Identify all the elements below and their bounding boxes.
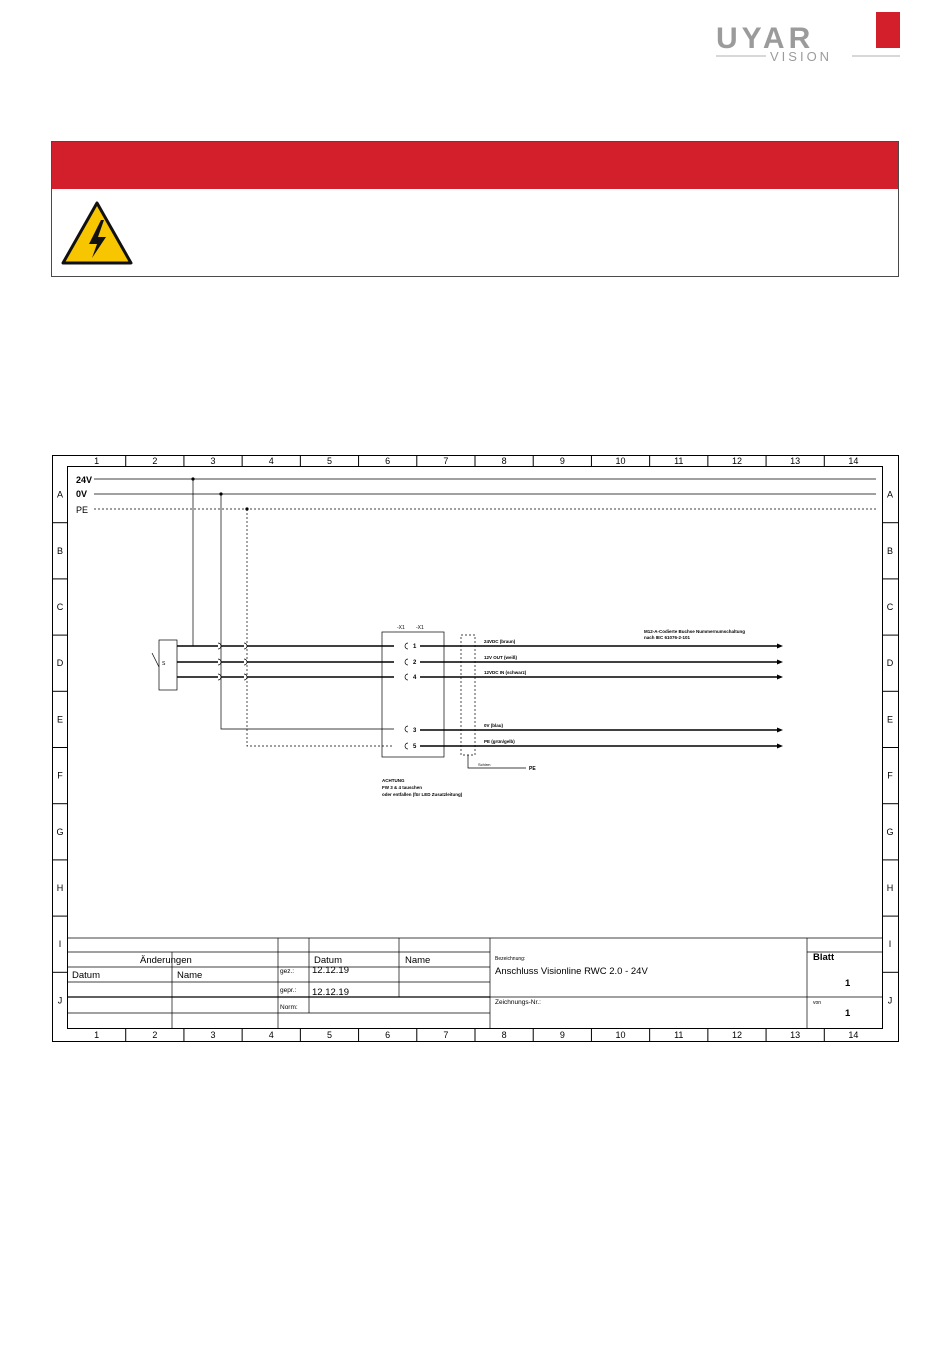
row-label-left: E [56,714,64,725]
warning-box [51,141,899,277]
wire-hop-1 [218,643,221,649]
uyar-vision-logo [714,10,904,66]
pin-5: 5 [413,744,417,750]
column-label-bottom: 1 [94,1030,100,1040]
wire-hop-4 [244,643,247,649]
row-label-right: C [886,602,894,612]
logo-sub: VISION [770,49,833,64]
diagram-inner-frame [68,467,883,1029]
pin-2: 2 [413,660,417,666]
pin-3: 3 [413,728,417,734]
arrow-1 [777,644,783,649]
wire-hop-5 [244,659,247,665]
column-label-bottom: 6 [385,1030,391,1040]
contact-3 [405,674,408,680]
signal-12v-out: 12V OUT (weiß) [484,655,518,660]
row-label-right: E [886,714,894,725]
tb-name-heading: Name [405,955,431,966]
column-label-bottom: 11 [674,1030,684,1040]
tb-drawing-no-label: Zeichnungs-Nr.: [495,999,541,1006]
high-voltage-warning-icon [60,200,134,266]
column-label-bottom: 13 [790,1030,801,1040]
tb-checked-label: gepr.: [280,987,297,994]
column-label-top: 5 [326,456,332,466]
column-labels [94,456,858,1040]
rail-label-pe: PE [76,505,89,515]
column-label-bottom: 12 [731,1030,742,1040]
logo-red-square [876,12,900,48]
tb-checked-date: 12.12.19 [312,987,349,998]
contact-5 [405,743,408,749]
note-line-1: ACHTUNG [382,778,405,783]
tb-of-number: 1 [845,1008,851,1019]
row-label-right: B [886,545,894,556]
wire-hop-6 [244,674,247,680]
column-label-top: 13 [790,456,801,466]
row-label-left: G [56,826,64,837]
column-label-top: 4 [268,456,274,466]
column-label-top: 1 [94,456,100,466]
rail-label-0v: 0V [76,489,88,499]
shield-label: Schirm [478,762,491,767]
terminal-header-2: -X1 [416,625,424,631]
row-label-right: I [888,939,892,950]
row-label-left: C [56,602,64,612]
column-label-top: 11 [674,456,684,466]
warning-header-bar [52,142,898,189]
row-label-right: G [886,826,894,837]
row-label-left: I [58,939,62,950]
row-label-right: H [886,883,894,893]
switch-label: S [162,661,166,667]
column-label-top: 2 [152,456,158,466]
note-line-3: oder entfallen (für LED Zusatzleitung) [382,792,463,797]
arrow-3 [777,675,783,680]
signal-12vdc-in: 12VDC IN (schwarz) [484,670,527,675]
row-label-left: A [56,489,64,500]
tb-name-column: Name [177,970,203,981]
tb-designation-label: Bezeichnung: [495,956,526,962]
tb-of-label: von [813,1000,822,1006]
row-label-left: H [56,883,64,893]
signal-0v: 0V (blau) [484,723,504,728]
drop-pe [247,509,394,746]
arrow-4 [777,728,783,733]
row-dividers [53,523,899,973]
column-label-bottom: 5 [326,1030,332,1040]
contact-1 [405,643,408,649]
tb-sheet-label: Blatt [813,952,835,963]
rail-label-24v: 24V [76,475,93,485]
tb-norm-label: Norm: [280,1004,298,1011]
shield-pe-label: PE [529,766,536,772]
tb-date-column: Datum [72,970,100,981]
column-label-bottom: 2 [152,1030,158,1040]
column-dividers [126,456,825,1042]
arrow-2 [777,660,783,665]
column-label-bottom: 9 [559,1030,565,1040]
tb-designation: Anschluss Visionline RWC 2.0 - 24V [495,966,648,977]
wire-hop-2 [218,659,221,665]
column-label-top: 7 [443,456,449,466]
row-label-left: F [57,770,63,781]
cable-shield [461,635,475,755]
column-label-top: 8 [501,456,507,466]
row-label-left: B [56,545,64,556]
connector-note-line-2: nach IEC 61076-2-101 [644,635,691,640]
terminal-block [382,632,444,757]
contact-2 [405,659,408,665]
contact-4 [405,726,408,732]
column-label-top: 6 [385,456,391,466]
column-label-bottom: 3 [210,1030,216,1040]
tb-date-heading: Datum [314,955,342,966]
wire-hop-3 [218,674,221,680]
note-line-2: FW 3 & 4 tauschen [382,785,423,790]
signal-24vdc: 24VDC (braun) [484,639,516,644]
column-label-top: 14 [848,456,859,466]
tb-changes-heading: Änderungen [140,955,192,966]
column-label-bottom: 8 [501,1030,507,1040]
column-label-bottom: 4 [268,1030,274,1040]
pin-4: 4 [413,675,417,681]
tb-drawn-date: 12.12.19 [312,965,349,976]
pin-1: 1 [413,644,417,650]
column-label-top: 9 [559,456,565,466]
column-label-top: 12 [731,456,742,466]
connector-note-line-1: M12-A-Codierte Buchse Nummernumschaltung [644,629,746,634]
signal-pe: PE (grün/gelb) [484,739,515,744]
diagram-outer-frame [53,456,899,1042]
row-label-left: D [56,658,64,669]
arrow-5 [777,744,783,749]
row-label-right: F [887,770,893,781]
tb-drawn-label: gez.: [280,968,295,975]
column-label-bottom: 10 [615,1030,626,1040]
terminal-header-1: -X1 [397,625,405,631]
row-label-right: A [886,489,894,500]
logo-word: UYAR [716,22,815,55]
wiring-diagram [52,455,900,1042]
tb-sheet-number: 1 [845,978,851,989]
column-label-bottom: 14 [848,1030,859,1040]
shield-drain [468,755,526,768]
column-label-top: 10 [615,456,626,466]
row-label-right: J [887,995,893,1006]
drop-24v [193,479,394,646]
column-label-top: 3 [210,456,216,466]
row-label-left: J [57,995,63,1006]
column-label-bottom: 7 [443,1030,449,1040]
row-label-right: D [886,658,894,669]
row-labels [56,490,893,1006]
